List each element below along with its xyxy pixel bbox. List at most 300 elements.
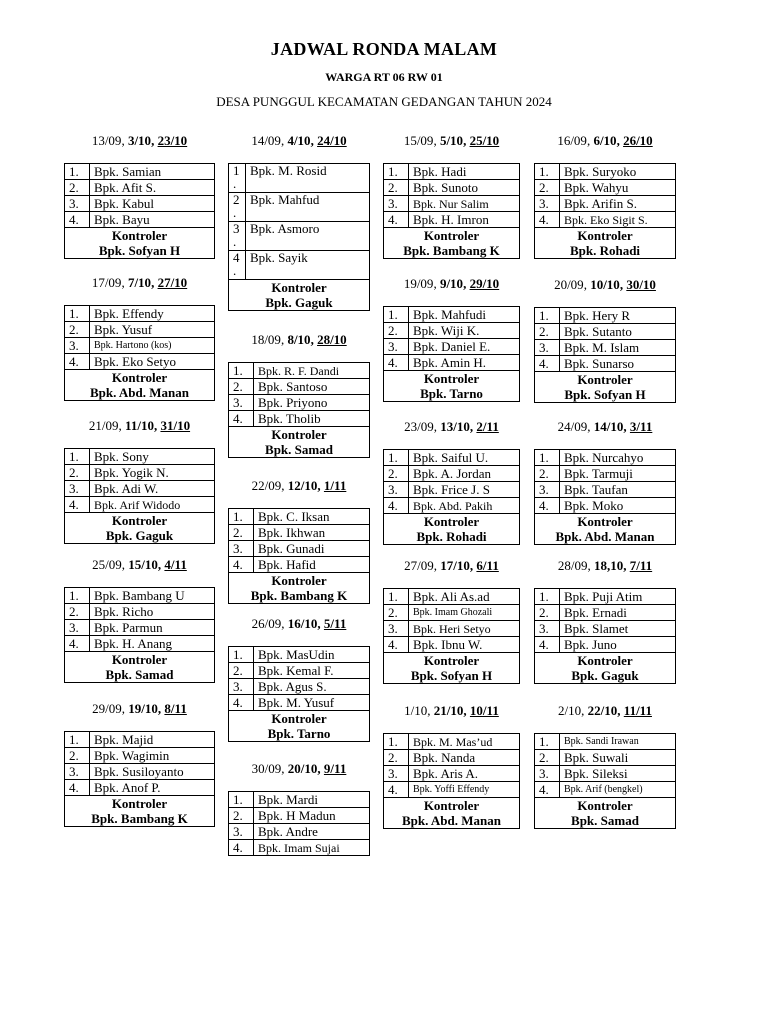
schedule-group: [64, 134, 215, 259]
schedule-group: [64, 419, 215, 544]
schedule-dates: 19/09, 9/10, 29/10: [403, 276, 500, 291]
member-row: [65, 604, 215, 620]
member-name: Bpk. Nur Salim: [409, 196, 520, 212]
kontroler-row: [65, 228, 215, 244]
member-name: Bpk. Saiful U.: [409, 450, 520, 466]
kontroler-name: Bpk. Abd. Manan: [384, 813, 520, 829]
kontroler-row: [65, 513, 215, 529]
member-name: Bpk. Sony: [90, 449, 215, 465]
member-row: [535, 450, 676, 466]
member-name: Bpk. M. Yusuf: [254, 695, 370, 711]
date-3: 24/10: [317, 133, 347, 148]
kontroler-row: [229, 280, 370, 296]
member-name: Bpk. Nurcahyo: [560, 450, 676, 466]
schedule-group: [64, 276, 215, 401]
member-number: 3.: [65, 196, 90, 212]
member-name: Bpk. Slamet: [560, 621, 676, 637]
member-number: 2.: [384, 180, 409, 196]
member-name: Bpk. Agus S.: [254, 679, 370, 695]
kontroler-label: Kontroler: [535, 372, 676, 388]
kontroler-row: [535, 514, 676, 530]
member-number: 1.: [535, 589, 560, 605]
date-2: 20/10: [287, 761, 318, 776]
member-row: [65, 306, 215, 322]
member-row: [65, 620, 215, 636]
date-3: 27/10: [157, 275, 188, 290]
member-name: Bpk. Heri Setyo: [409, 621, 520, 637]
date-2: 19/10: [128, 701, 158, 716]
member-number: 4.: [65, 497, 90, 513]
member-name: Bpk. Yogik N.: [90, 465, 215, 481]
member-number: 2.: [535, 324, 560, 340]
member-name: Bpk. Imam Ghozali: [409, 605, 520, 621]
group-table: [534, 588, 676, 684]
schedule-group: [383, 134, 520, 259]
member-row: [229, 541, 370, 557]
group-table: [383, 306, 520, 402]
member-number: 4.: [535, 782, 560, 798]
member-name: Bpk. Moko: [560, 498, 676, 514]
schedule-group: [383, 559, 520, 684]
schedule-dates: 2/10, 22/10, 11/11: [558, 703, 652, 718]
date-3: 2/11: [476, 419, 499, 434]
member-name: Bpk. R. F. Dandi: [254, 363, 370, 379]
member-row: [65, 748, 215, 764]
member-name: Bpk. Daniel E.: [409, 339, 520, 355]
date-3: 11/11: [623, 703, 652, 718]
member-name: Bpk. Suwali: [560, 750, 676, 766]
member-number: 3.: [229, 395, 254, 411]
member-name: Bpk. Hadi: [409, 164, 520, 180]
member-name: Bpk. Mahfud: [246, 193, 370, 222]
member-row: [384, 466, 520, 482]
member-name: Bpk. Abd. Pakih: [409, 498, 520, 514]
member-row: [384, 355, 520, 371]
member-name: Bpk. Majid: [90, 732, 215, 748]
schedule-dates: 14/09, 4/10, 24/10: [251, 133, 347, 148]
member-row: [229, 251, 370, 280]
member-row: [535, 340, 676, 356]
member-name: Bpk. A. Jordan: [409, 466, 520, 482]
group-table: [534, 163, 676, 259]
member-number: 3.: [384, 482, 409, 498]
member-row: [535, 498, 676, 514]
page-subtitle: WARGA RT 06 RW 01: [325, 70, 443, 84]
date-1: 26/09: [251, 616, 282, 631]
member-number: 3.: [384, 339, 409, 355]
member-number: 2.: [65, 748, 90, 764]
member-number: 1.: [65, 588, 90, 604]
kontroler-name-row: [535, 668, 676, 684]
kontroler-name: Bpk. Tarno: [229, 726, 370, 742]
member-row: [229, 792, 370, 808]
member-name: Bpk. Ibnu W.: [409, 637, 520, 653]
group-table: [64, 305, 215, 401]
member-row: [384, 212, 520, 228]
member-number: 2.: [65, 180, 90, 196]
schedule-dates: 16/09, 6/10, 26/10: [557, 133, 653, 148]
kontroler-label: Kontroler: [384, 798, 520, 814]
member-name: Bpk. Hartono (kos): [90, 338, 215, 354]
member-row: [384, 339, 520, 355]
member-number: 3.: [535, 766, 560, 782]
group-table: [383, 588, 520, 684]
kontroler-row: [384, 514, 520, 530]
schedule-dates: 28/09, 18,10, 7/11: [557, 558, 653, 573]
member-row: [384, 734, 520, 750]
member-number: 3.: [65, 620, 90, 636]
kontroler-name-row: [65, 811, 215, 827]
member-row: [384, 164, 520, 180]
kontroler-label: Kontroler: [229, 427, 370, 443]
member-number: 4.: [384, 498, 409, 514]
kontroler-name-row: [535, 529, 676, 545]
date-2: 22/10: [587, 703, 618, 718]
date-3: 30/10: [626, 277, 656, 292]
member-row: [229, 525, 370, 541]
schedule-group: [228, 617, 370, 742]
date-3: 25/10: [469, 133, 500, 148]
group-table: [64, 448, 215, 544]
member-name: Bpk. Anof P.: [90, 780, 215, 796]
member-number: 4.: [535, 212, 560, 228]
member-row: [384, 605, 520, 621]
date-1: 13/09: [91, 133, 122, 148]
kontroler-row: [535, 653, 676, 669]
member-row: [229, 222, 370, 251]
schedule-group: [228, 134, 370, 311]
member-name: Bpk. Gunadi: [254, 541, 370, 557]
member-number: 1.: [65, 449, 90, 465]
member-number: 3.: [384, 196, 409, 212]
date-2: 7/10: [127, 275, 152, 290]
member-number: 3.: [65, 481, 90, 497]
member-row: [384, 498, 520, 514]
member-name: Bpk. Sunarso: [560, 356, 676, 372]
member-number: 4.: [65, 780, 90, 796]
member-number: 1.: [65, 164, 90, 180]
date-2: 13/10: [440, 419, 470, 434]
schedule-group: [383, 277, 520, 402]
date-1: 15/09: [403, 133, 434, 148]
kontroler-row: [65, 796, 215, 812]
member-row: [384, 782, 520, 798]
kontroler-row: [65, 652, 215, 668]
member-row: [384, 323, 520, 339]
member-name: Bpk. Ernadi: [560, 605, 676, 621]
date-2: 11/10: [125, 418, 154, 433]
date-1: 18/09: [251, 332, 281, 347]
member-number: 4.: [535, 637, 560, 653]
kontroler-row: [229, 573, 370, 589]
kontroler-row: [229, 427, 370, 443]
member-name: Bpk. Arif Widodo: [90, 497, 215, 513]
member-number: 1.: [229, 509, 254, 525]
member-name: Bpk. Mardi: [254, 792, 370, 808]
member-name: Bpk. Asmoro: [246, 222, 370, 251]
date-3: 7/11: [629, 558, 653, 573]
schedule-group: [534, 278, 676, 403]
member-row: [384, 750, 520, 766]
kontroler-row: [535, 372, 676, 388]
member-number: 4.: [65, 212, 90, 228]
member-row: [535, 750, 676, 766]
member-row: [229, 824, 370, 840]
member-row: [535, 196, 676, 212]
date-1: 19/09: [403, 276, 434, 291]
date-2: 14/10: [593, 419, 624, 434]
member-name: Bpk. Bambang U: [90, 588, 215, 604]
member-name: Bpk. Arif (bengkel): [560, 782, 676, 798]
member-name: Bpk. C. Iksan: [254, 509, 370, 525]
member-row: [229, 395, 370, 411]
member-row: [384, 766, 520, 782]
member-row: [535, 734, 676, 750]
member-number: 3 .: [229, 222, 246, 251]
date-2: 6/10: [593, 133, 617, 148]
member-row: [229, 379, 370, 395]
kontroler-row: [535, 228, 676, 244]
date-3: 23/10: [157, 133, 188, 148]
member-row: [535, 356, 676, 372]
kontroler-name-row: [229, 588, 370, 604]
member-number: 1.: [535, 450, 560, 466]
group-table: [383, 449, 520, 545]
member-number: 4.: [384, 212, 409, 228]
group-table: [534, 449, 676, 545]
date-1: 1/10: [404, 703, 428, 718]
kontroler-name-row: [229, 726, 370, 742]
member-name: Bpk. Adi W.: [90, 481, 215, 497]
member-number: 4.: [535, 356, 560, 372]
date-3: 31/10: [160, 418, 191, 433]
member-name: Bpk. Aris A.: [409, 766, 520, 782]
member-name: Bpk. H. Imron: [409, 212, 520, 228]
date-1: 27/09: [404, 558, 434, 573]
group-table: [64, 731, 215, 827]
member-row: [229, 695, 370, 711]
date-2: 16/10: [287, 616, 318, 631]
date-2: 15/10: [128, 557, 158, 572]
member-row: [65, 338, 215, 354]
member-number: 2.: [384, 466, 409, 482]
member-row: [229, 411, 370, 427]
kontroler-name: Bpk. Sofyan H: [384, 668, 520, 684]
member-row: [535, 180, 676, 196]
group-table: [228, 163, 370, 311]
date-3: 10/11: [469, 703, 499, 718]
member-name: Bpk. M. Islam: [560, 340, 676, 356]
member-name: Bpk. Sunoto: [409, 180, 520, 196]
schedule-group: [383, 704, 520, 829]
member-name: Bpk. Sayik: [246, 251, 370, 280]
date-2: 17/10: [440, 558, 470, 573]
member-number: 1.: [384, 734, 409, 750]
schedule-group: [228, 333, 370, 458]
date-1: 14/09: [251, 133, 281, 148]
member-number: 4.: [384, 782, 409, 798]
member-row: [65, 322, 215, 338]
member-name: Bpk. Effendy: [90, 306, 215, 322]
member-number: 2.: [65, 465, 90, 481]
member-number: 4.: [229, 695, 254, 711]
member-number: 2.: [229, 663, 254, 679]
kontroler-label: Kontroler: [535, 514, 676, 530]
member-row: [65, 354, 215, 370]
schedule-dates: 24/09, 14/10, 3/11: [557, 419, 653, 434]
kontroler-name-row: [535, 243, 676, 259]
schedule-group: [534, 420, 676, 545]
member-row: [229, 647, 370, 663]
kontroler-name: Bpk. Tarno: [384, 386, 520, 402]
member-name: Bpk. Parmun: [90, 620, 215, 636]
kontroler-name: Bpk. Gaguk: [535, 668, 676, 684]
page-location: DESA PUNGGUL KECAMATAN GEDANGAN TAHUN 2024: [216, 94, 552, 109]
member-name: Bpk. H. Anang: [90, 636, 215, 652]
kontroler-label: Kontroler: [535, 653, 676, 669]
member-row: [384, 482, 520, 498]
group-table: [383, 163, 520, 259]
member-row: [65, 164, 215, 180]
schedule-dates: 18/09, 8/10, 28/10: [251, 332, 347, 347]
schedule-dates: 17/09, 7/10, 27/10: [91, 275, 188, 290]
date-2: 5/10: [439, 133, 464, 148]
schedule-dates: 13/09, 3/10, 23/10: [91, 133, 188, 148]
schedule-group: [534, 559, 676, 684]
member-number: 3.: [65, 338, 90, 354]
schedule-dates: 15/09, 5/10, 25/10: [403, 133, 500, 148]
member-row: [535, 782, 676, 798]
member-row: [535, 621, 676, 637]
member-number: 1.: [229, 363, 254, 379]
member-number: 3.: [229, 824, 254, 840]
date-2: 3/10: [127, 133, 152, 148]
member-number: 2.: [535, 605, 560, 621]
date-3: 9/11: [323, 761, 347, 776]
date-2: 18,10: [593, 558, 624, 573]
kontroler-name-row: [229, 295, 370, 311]
member-row: [65, 212, 215, 228]
member-number: 2.: [229, 808, 254, 824]
member-row: [229, 193, 370, 222]
member-number: 3.: [229, 541, 254, 557]
kontroler-label: Kontroler: [535, 798, 676, 814]
kontroler-name-row: [384, 529, 520, 545]
kontroler-label: Kontroler: [229, 711, 370, 727]
member-number: 2.: [384, 605, 409, 621]
member-row: [65, 180, 215, 196]
schedule-dates: 21/09, 11/10, 31/10: [88, 418, 191, 433]
member-number: 1.: [384, 450, 409, 466]
member-row: [65, 588, 215, 604]
member-name: Bpk. Santoso: [254, 379, 370, 395]
date-2: 21/10: [433, 703, 464, 718]
kontroler-label: Kontroler: [65, 228, 215, 244]
member-row: [535, 766, 676, 782]
schedule-dates: 27/09, 17/10, 6/11: [404, 558, 499, 573]
group-table: [534, 307, 676, 403]
group-table: [228, 508, 370, 604]
member-row: [229, 663, 370, 679]
kontroler-name-row: [384, 813, 520, 829]
schedule-dates: 26/09, 16/10, 5/11: [251, 616, 347, 631]
member-name: Bpk. Wagimin: [90, 748, 215, 764]
kontroler-row: [384, 371, 520, 387]
member-number: 2.: [65, 604, 90, 620]
kontroler-label: Kontroler: [229, 280, 370, 296]
member-name: Bpk. Andre: [254, 824, 370, 840]
member-number: 3.: [535, 196, 560, 212]
member-name: Bpk. Tholib: [254, 411, 370, 427]
member-row: [535, 637, 676, 653]
kontroler-row: [384, 653, 520, 669]
kontroler-name: Bpk. Bambang K: [229, 588, 370, 604]
date-3: 28/10: [317, 332, 347, 347]
member-row: [229, 363, 370, 379]
member-name: Bpk. Taufan: [560, 482, 676, 498]
member-number: 2.: [229, 525, 254, 541]
member-row: [65, 764, 215, 780]
group-table: [228, 791, 370, 856]
schedule-group: [64, 558, 215, 683]
member-row: [384, 621, 520, 637]
date-1: 21/09: [88, 418, 119, 433]
member-name: Bpk. M. Rosid: [246, 164, 370, 193]
member-number: 1.: [229, 647, 254, 663]
member-name: Bpk. Yoffi Effendy: [409, 782, 520, 798]
member-number: 3.: [384, 621, 409, 637]
member-name: Bpk. MasUdin: [254, 647, 370, 663]
member-name: Bpk. Juno: [560, 637, 676, 653]
date-1: 28/09: [557, 558, 588, 573]
date-3: 8/11: [164, 701, 187, 716]
date-1: 2/10: [558, 703, 582, 718]
member-name: Bpk. H Madun: [254, 808, 370, 824]
member-row: [229, 164, 370, 193]
member-name: Bpk. Frice J. S: [409, 482, 520, 498]
kontroler-name: Bpk. Samad: [65, 667, 215, 683]
date-1: 16/09: [557, 133, 587, 148]
date-3: 5/11: [323, 616, 347, 631]
kontroler-row: [535, 798, 676, 814]
member-number: 1.: [384, 164, 409, 180]
group-table: [534, 733, 676, 829]
member-row: [535, 212, 676, 228]
kontroler-label: Kontroler: [535, 228, 676, 244]
member-number: 4.: [229, 411, 254, 427]
member-name: Bpk. Eko Setyo: [90, 354, 215, 370]
member-row: [65, 196, 215, 212]
member-number: 3.: [65, 764, 90, 780]
member-row: [229, 557, 370, 573]
member-row: [384, 196, 520, 212]
member-row: [535, 164, 676, 180]
member-name: Bpk. Hery R: [560, 308, 676, 324]
kontroler-name: Bpk. Bambang K: [65, 811, 215, 827]
member-number: 2 .: [229, 193, 246, 222]
member-row: [535, 466, 676, 482]
schedule-group: [534, 134, 676, 259]
member-number: 1.: [384, 589, 409, 605]
schedule-dates: 23/09, 13/10, 2/11: [404, 419, 499, 434]
member-row: [65, 465, 215, 481]
member-row: [384, 180, 520, 196]
kontroler-label: Kontroler: [65, 652, 215, 668]
member-row: [65, 636, 215, 652]
member-name: Bpk. M. Mas’ud: [409, 734, 520, 750]
kontroler-name-row: [65, 243, 215, 259]
date-1: 23/09: [404, 419, 434, 434]
